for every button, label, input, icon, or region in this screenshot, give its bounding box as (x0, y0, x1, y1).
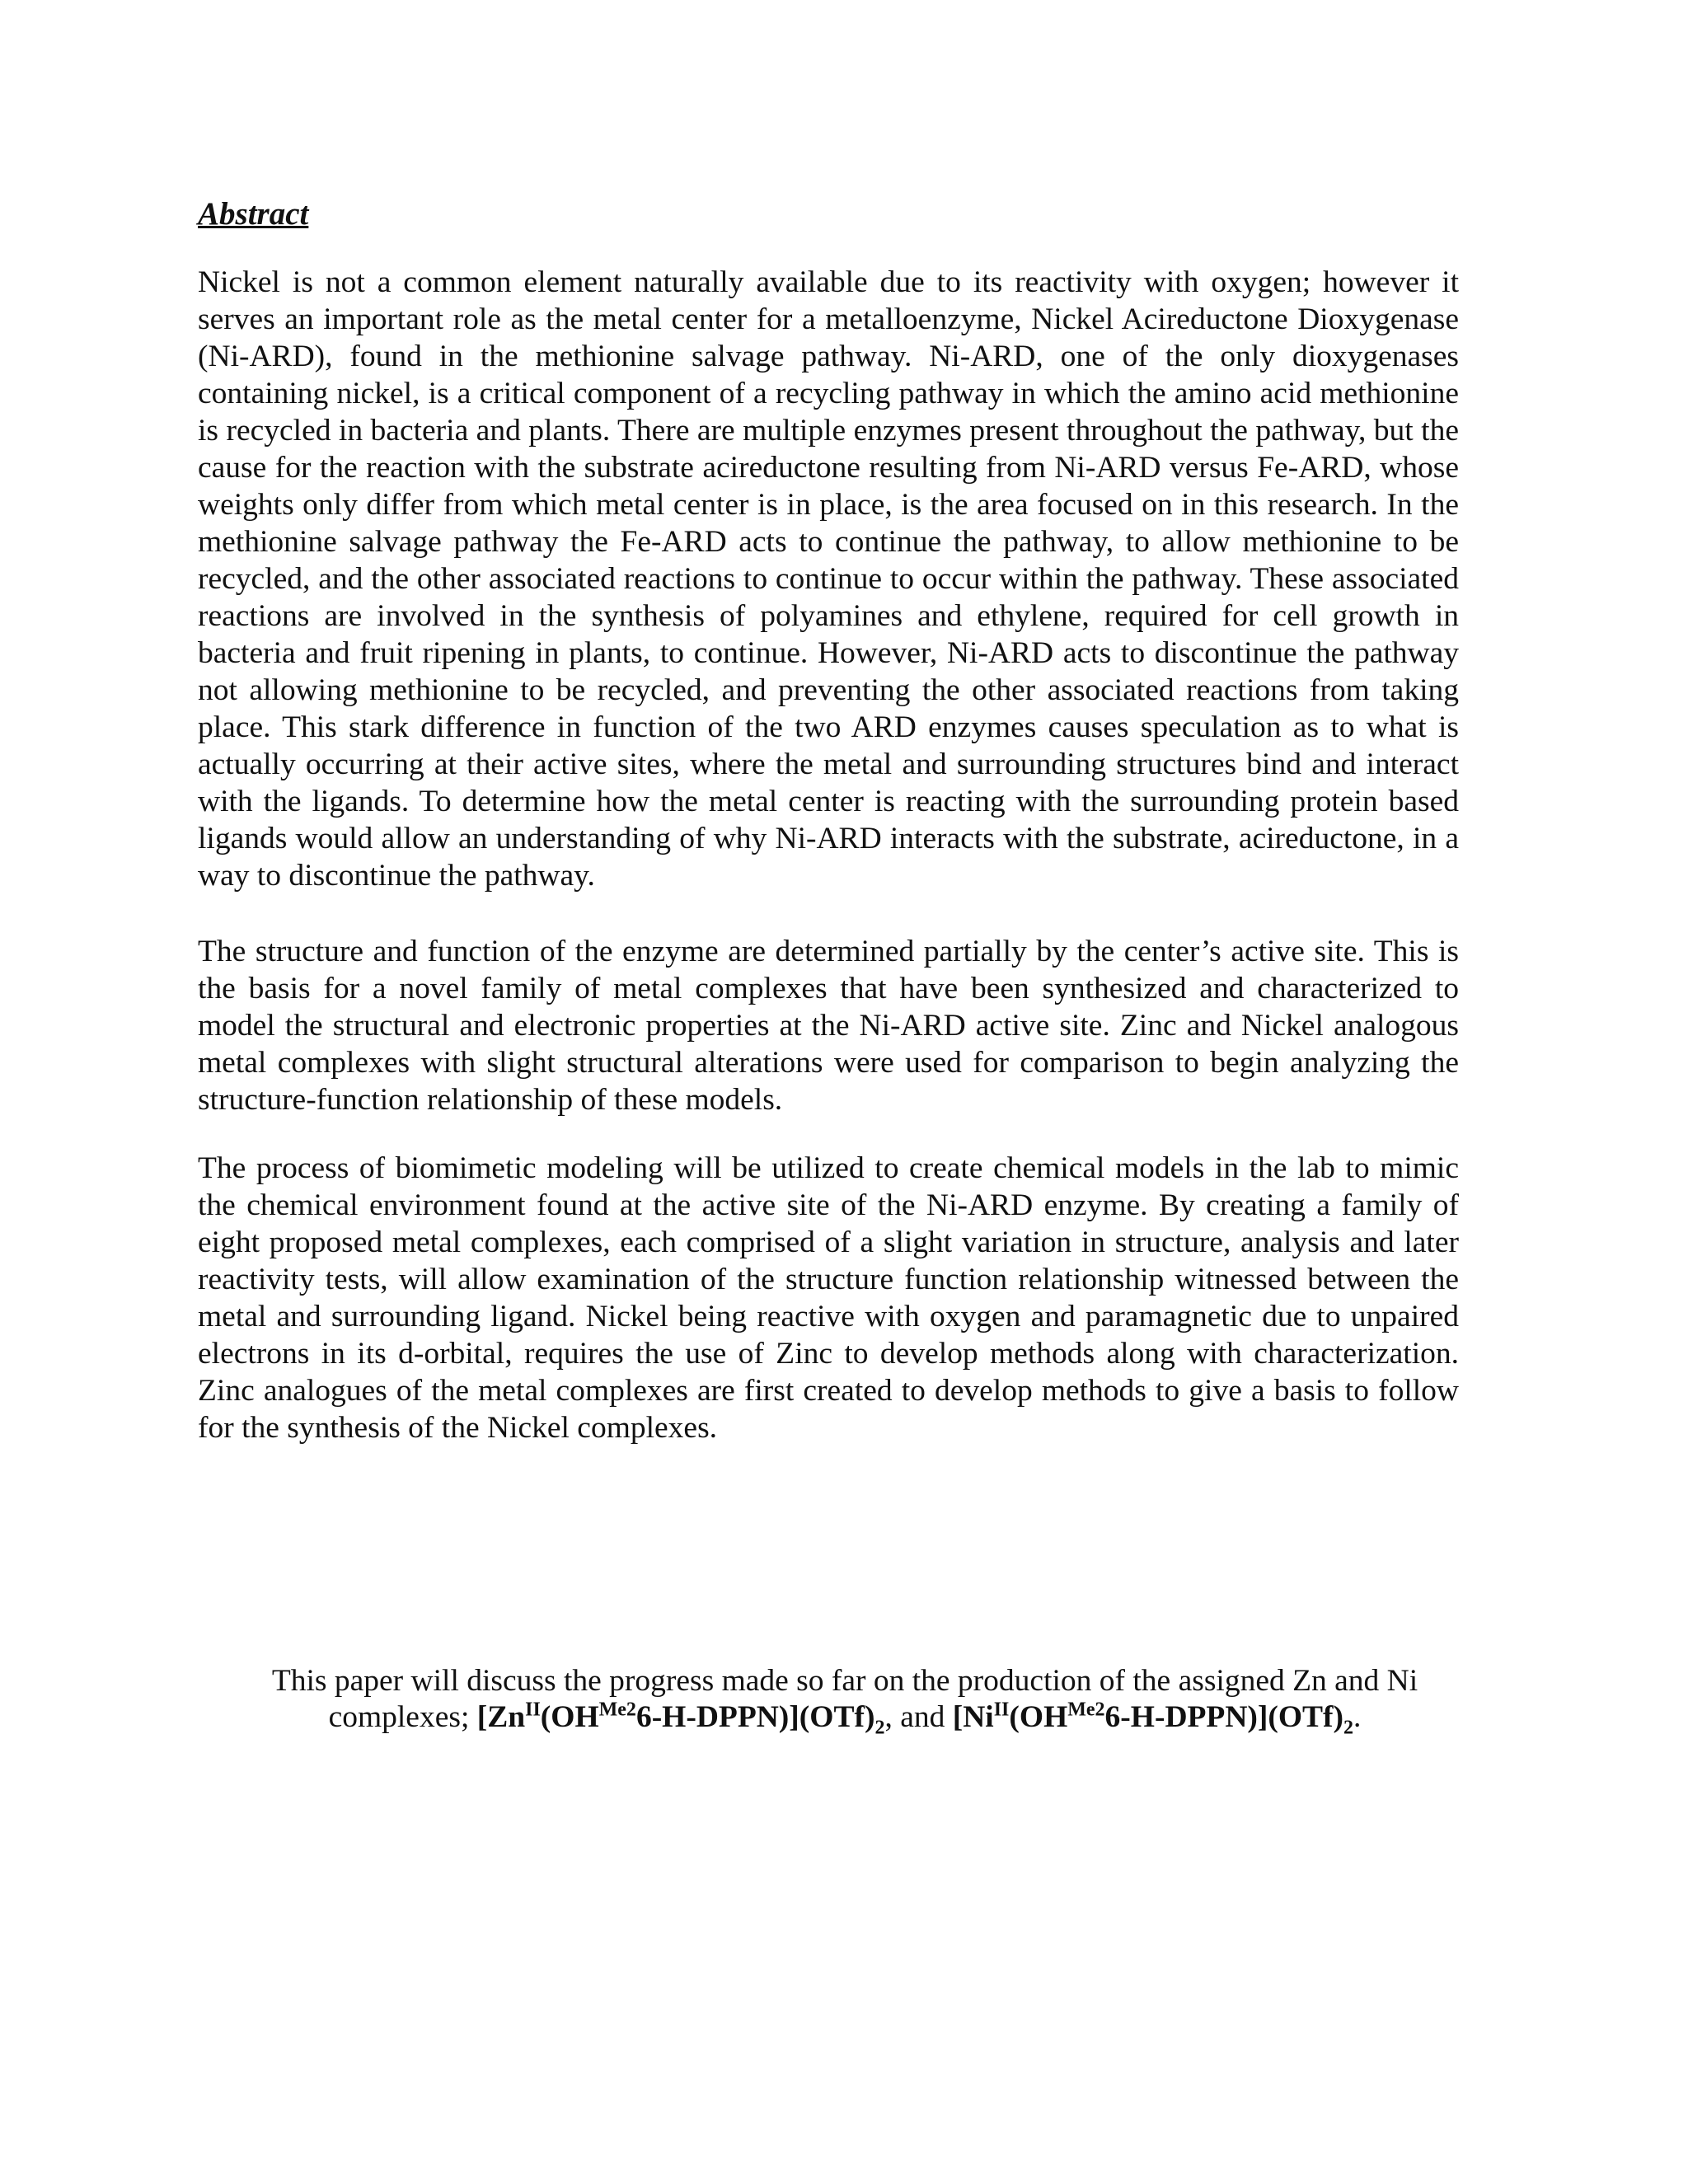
abstract-paragraph-3: The process of biomimetic modeling will be utilized to create chemical models in the lab to mimic the chemical environment found at the active site of the Ni-ARD enzyme. By creating a family of eight proposed metal complexes, each comprised of a slight variation in structure, analysis and later reactivity tests, will allow examination of the structure function relationship witnessed between the metal and surrounding ligand. Nickel being reactive with oxygen and paramagnetic due to unpaired electrons in its d-orbital, requires the use of Zinc to develop methods along with characterization. Zinc analogues of the metal complexes are first created to develop methods to give a basis to follow for the synthesis of the Nickel complexes. (198, 1151, 1459, 1445)
closing-statement (198, 1663, 1492, 1739)
zinc-complex-formula: $[Zn^{II}(OH^{Me2}6-H-DPPN)](OTf)_2$ (476, 1699, 885, 1739)
abstract-paragraph-2: The structure and function of the enzyme are determined partially by the center’s active site. This is the basis for a novel family of metal complexes that have been synthesized and characterized to model the structural and electronic properties at the Ni-ARD active site. Zinc and Nickel analogous metal complexes with slight structural alterations were used for comparison to begin analyzing the structure-function relationship of these models. (198, 935, 1459, 1117)
closing-lead-text: This paper will discuss the progress made so far on the production of the assigned Zn and Ni complexes; (271, 1664, 1418, 1734)
abstract-heading: Abstract (198, 196, 309, 232)
closing-between-text: , and (884, 1700, 945, 1734)
nickel-complex-formula: $[Ni^{II}(OH^{Me2}6-H-DPPN)](OTf)_2$ (952, 1699, 1354, 1739)
abstract-paragraph-1: Nickel is not a common element naturally available due to its reactivity with oxygen; however it serves an important role as the metal center for a metalloenzyme, Nickel Acireductone Dioxygenase (Ni-ARD), found in the methionine salvage pathway. Ni-ARD, one of the only dioxygenases containing nickel, is a critical component of a recycling pathway in which the amino acid methionine is recycled in bacteria and plants. There are multiple enzymes present throughout the pathway, but the cause for the reaction with the substrate acireductone resulting from Ni-ARD versus Fe-ARD, whose weights only differ from which metal center is in place, is the area focused on in this research. In the methionine salvage pathway the Fe-ARD acts to continue the pathway, to allow methionine to be recycled, and the other associated reactions to continue to occur within the pathway. These associated reactions are involved in the synthesis of polyamines and ethylene, required for cell growth in bacteria and fruit ripening in plants, to continue. However, Ni-ARD acts to discontinue the pathway not allowing methionine to be recycled, and preventing the other associated reactions from taking place. This stark difference in function of the two ARD enzymes causes speculation as to what is actually occurring at their active sites, where the metal and surrounding structures bind and interact with the ligands. To determine how the metal center is reacting with the surrounding protein based ligands would allow an understanding of why Ni-ARD interacts with the substrate, acireductone, in a way to discontinue the pathway. (198, 265, 1459, 893)
closing-end-text: . (1353, 1700, 1362, 1734)
